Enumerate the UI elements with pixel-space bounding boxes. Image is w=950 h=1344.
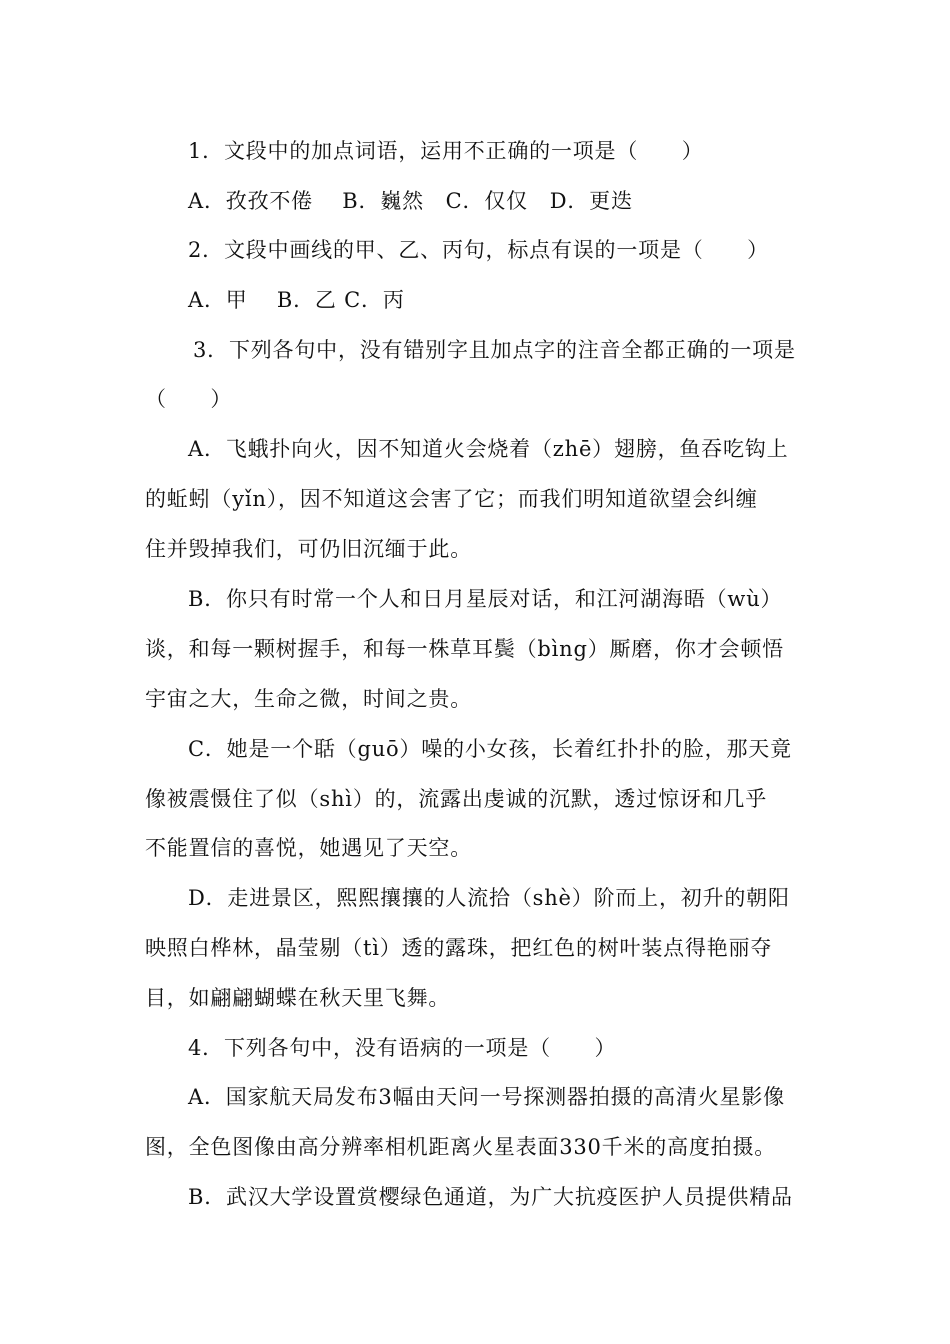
question-3-option-a-line-1: A．飞蛾扑向火，因不知道火会烧着（zhē）翅膀，鱼吞吃钩上: [188, 437, 789, 461]
question-3-option-b-line-1: B．你只有时常一个人和日月星辰对话，和江河湖海晤（wù）: [188, 587, 783, 611]
question-3-option-b-line-3: 宇宙之大，生命之微，时间之贵。: [145, 687, 472, 711]
question-3-option-d-line-1: D．走进景区，熙熙攘攘的人流拾（shè）阶而上，初升的朝阳: [188, 886, 790, 910]
question-2-stem: 2．文段中画线的甲、乙、丙句，标点有误的一项是（ ）: [188, 238, 769, 262]
question-3-stem-line-1: 3．下列各句中，没有错别字且加点字的注音全都正确的一项是: [193, 338, 796, 362]
question-3-option-d-line-2: 映照白桦林，晶莹剔（tì）透的露珠，把红色的树叶装点得艳丽夺: [145, 936, 773, 960]
question-3-option-c-line-1: C．她是一个聒（guō）噪的小女孩，长着红扑扑的脸，那天竟: [188, 737, 792, 761]
question-4-stem: 4．下列各句中，没有语病的一项是（ ）: [188, 1036, 617, 1060]
question-2-options: A．甲 B．乙 C．丙: [188, 288, 405, 312]
question-3-option-c-line-2: 像被震慑住了似（shì）的，流露出虔诚的沉默，透过惊讶和几乎: [145, 787, 768, 811]
question-3-option-a-line-3: 住并毁掉我们，可仍旧沉缅于此。: [145, 537, 472, 561]
question-4-option-a-line-2: 图，全色图像由高分辨率相机距离火星表面330千米的高度拍摄。: [145, 1135, 777, 1159]
question-3-option-b-line-2: 谈，和每一颗树握手，和每一株草耳鬓（bìng）厮磨，你才会顿悟: [145, 637, 784, 661]
question-3-option-c-line-3: 不能置信的喜悦，她遇见了天空。: [145, 836, 472, 860]
question-4-option-a-line-1: A．国家航天局发布3幅由天问一号探测器拍摄的高清火星影像: [188, 1085, 785, 1109]
question-1-options: A．孜孜不倦 B．巍然 C．仅仅 D．更迭: [188, 189, 633, 213]
question-4-option-b-line-1: B．武汉大学设置赏樱绿色通道，为广大抗疫医护人员提供精品: [188, 1185, 793, 1209]
question-3-stem-line-2: （ ）: [145, 387, 233, 411]
question-3-option-a-line-2: 的蚯蚓（yǐn），因不知道这会害了它；而我们明知道欲望会纠缠: [145, 487, 758, 511]
question-1-stem: 1．文段中的加点词语，运用不正确的一项是（ ）: [188, 139, 704, 163]
question-3-option-d-line-3: 目，如翩翩蝴蝶在秋天里飞舞。: [145, 986, 451, 1010]
